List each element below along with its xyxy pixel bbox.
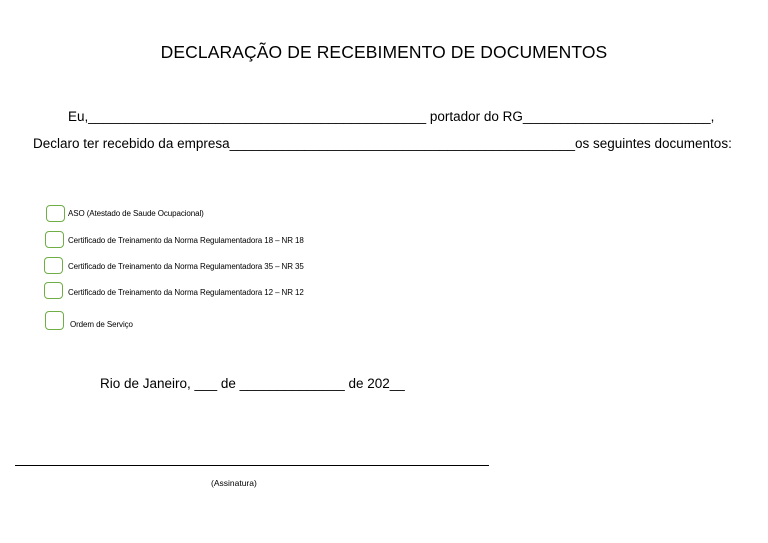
company-line: Declaro ter recebido da empresa______________________________________________os seguintes documentos:	[33, 136, 732, 151]
signature-line	[15, 465, 489, 466]
checkbox[interactable]	[44, 257, 63, 274]
checklist-item-label: Certificado de Treinamento da Norma Regulamentadora 12 – NR 12	[68, 288, 304, 297]
checkbox[interactable]	[46, 205, 65, 222]
checkbox[interactable]	[45, 311, 64, 330]
declarant-line: Eu,_____________________________________________ portador do RG_________________________,	[68, 109, 715, 124]
checklist-item-label: Ordem de Serviço	[70, 320, 133, 329]
checkbox[interactable]	[44, 282, 63, 299]
checklist-item-label: Certificado de Treinamento da Norma Regulamentadora 18 – NR 18	[68, 236, 304, 245]
checklist-item-label: Certificado de Treinamento da Norma Regulamentadora 35 – NR 35	[68, 262, 304, 271]
signature-label: (Assinatura)	[211, 478, 257, 488]
date-line: Rio de Janeiro, ___ de ______________ de 202__	[100, 376, 405, 391]
document-title: DECLARAÇÃO DE RECEBIMENTO DE DOCUMENTOS	[160, 42, 608, 62]
checkbox[interactable]	[45, 231, 64, 248]
checklist-item-label: ASO (Atestado de Saude Ocupacional)	[68, 209, 204, 218]
